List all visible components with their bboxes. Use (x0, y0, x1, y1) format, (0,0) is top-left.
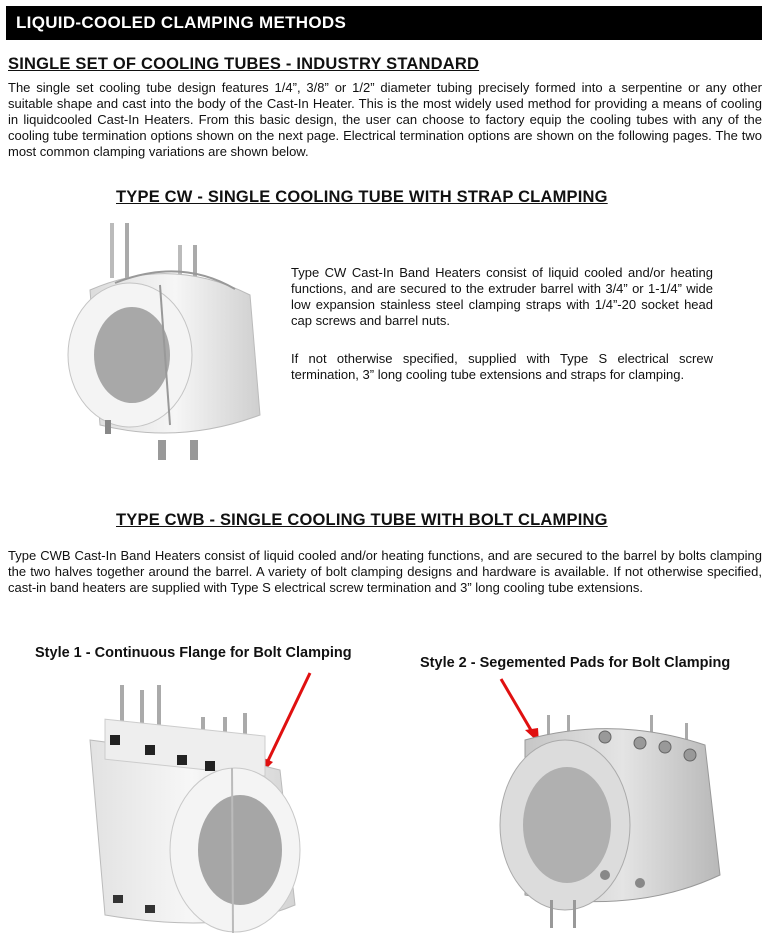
page-banner-title: LIQUID-COOLED CLAMPING METHODS (6, 6, 762, 40)
style-2-heater-image (495, 675, 735, 940)
style-2-caption: Style 2 - Segemented Pads for Bolt Clamping (420, 655, 731, 671)
type-cw-heading: TYPE CW - SINGLE COOLING TUBE WITH STRAP CLAMPING (116, 188, 608, 206)
type-cw-paragraph-2: If not otherwise specified, supplied with Type S electrical screw termination, 3” long cooling tube extensions and straps for clamping. (291, 351, 713, 382)
style-1-heater-image (65, 665, 330, 940)
style-1-caption: Style 1 - Continuous Flange for Bolt Clamping (35, 645, 352, 661)
type-cw-heater-image (50, 215, 290, 480)
type-cw-paragraph-1: Type CW Cast-In Band Heaters consist of liquid cooled and/or heating functions, and are secured to the extruder barrel with 3/4” or 1-1/4” wide low expansion stainless steel clamping straps with 1/4”-20 socket head cap screws and barrel nuts. (291, 265, 713, 328)
single-set-heading: SINGLE SET OF COOLING TUBES - INDUSTRY STANDARD (8, 55, 480, 73)
type-cwb-heading: TYPE CWB - SINGLE COOLING TUBE WITH BOLT CLAMPING (116, 511, 608, 529)
type-cwb-body: Type CWB Cast-In Band Heaters consist of liquid cooled and/or heating functions, and are secured to the barrel by bolts clamping the two halves together around the barrel. A variety of bolt clamping designs and hardware is available. If not otherwise specified, cast-in band heaters are supplied with Type S electrical screw termination and 3” long cooling tube extensions. (8, 548, 762, 595)
single-set-body: The single set cooling tube design features 1/4”, 3/8” or 1/2” diameter tubing precisely formed into a serpentine or any other suitable shape and cast into the body of the Cast-In Heater. This is the most widely used method for providing a means of cooling in liquidcooled Cast-In Heaters. From this basic design, the user can choose to factory equip the cooling tubes with any of the cooling tube termination options shown on the next page. Electrical termination options are shown on the following pages. The two most common clamping variations are shown below. (8, 80, 762, 159)
